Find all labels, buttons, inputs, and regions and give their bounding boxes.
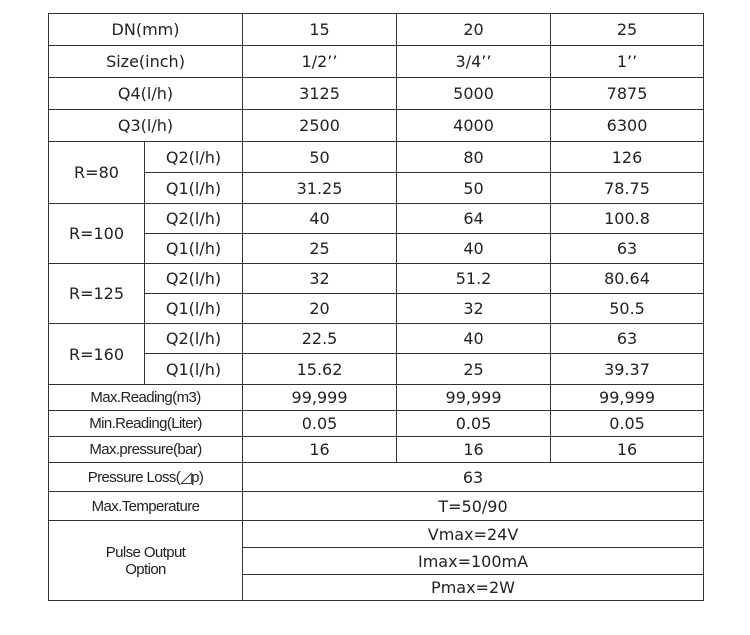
ratio-label: R=80 — [49, 142, 145, 204]
row-r80-q2 — [49, 142, 704, 173]
max-pressure-value: 16 — [551, 437, 704, 463]
row-r100-q2 — [49, 204, 704, 234]
row-dn — [49, 14, 704, 46]
row-r160-q2 — [49, 324, 704, 354]
max-pressure-value: 16 — [397, 437, 551, 463]
pulse-label-line2: Option — [125, 560, 166, 578]
row-r125-q1 — [49, 294, 704, 324]
row-r160-q1 — [49, 354, 704, 385]
max-temperature-label: Max.Temperature — [49, 492, 243, 521]
q1-value: 25 — [243, 234, 397, 264]
q2-label: Q2(l/h) — [145, 142, 243, 173]
q3-label: Q3(l/h) — [49, 110, 243, 142]
max-pressure-label: Max.pressure(bar) — [49, 437, 243, 463]
q2-value: 40 — [243, 204, 397, 234]
q2-value: 80.64 — [551, 264, 704, 294]
dn-value: 25 — [551, 14, 704, 46]
q1-label: Q1(l/h) — [145, 173, 243, 204]
max-pressure-value: 16 — [243, 437, 397, 463]
row-max-pressure — [49, 437, 704, 463]
row-r80-q1 — [49, 173, 704, 204]
size-value: 1/2’’ — [243, 46, 397, 78]
ratio-label: R=160 — [49, 324, 145, 385]
q2-value: 22.5 — [243, 324, 397, 354]
q4-value: 3125 — [243, 78, 397, 110]
q2-label: Q2(l/h) — [145, 204, 243, 234]
row-size — [49, 46, 704, 78]
q2-value: 40 — [397, 324, 551, 354]
q4-value: 5000 — [397, 78, 551, 110]
q2-label: Q2(l/h) — [145, 324, 243, 354]
q1-label: Q1(l/h) — [145, 294, 243, 324]
dn-value: 20 — [397, 14, 551, 46]
row-max-temperature — [49, 492, 704, 521]
dn-label: DN(mm) — [49, 14, 243, 46]
q2-value: 100.8 — [551, 204, 704, 234]
q1-value: 63 — [551, 234, 704, 264]
row-min-reading — [49, 411, 704, 437]
q3-value: 2500 — [243, 110, 397, 142]
min-reading-value: 0.05 — [551, 411, 704, 437]
max-reading-label: Max.Reading(m3) — [49, 385, 243, 411]
pulse-label-line1: Pulse Output — [105, 543, 186, 561]
q1-value: 15.62 — [243, 354, 397, 385]
q4-label: Q4(l/h) — [49, 78, 243, 110]
size-value: 3/4’’ — [397, 46, 551, 78]
q1-value: 39.37 — [551, 354, 704, 385]
q1-label: Q1(l/h) — [145, 234, 243, 264]
q1-value: 31.25 — [243, 173, 397, 204]
row-q3 — [49, 110, 704, 142]
q3-value: 6300 — [551, 110, 704, 142]
q1-value: 32 — [397, 294, 551, 324]
min-reading-label: Min.Reading(Liter) — [49, 411, 243, 437]
min-reading-value: 0.05 — [397, 411, 551, 437]
q2-value: 80 — [397, 142, 551, 173]
q1-value: 50.5 — [551, 294, 704, 324]
ratio-label: R=100 — [49, 204, 145, 264]
ratio-label: R=125 — [49, 264, 145, 324]
q1-value: 25 — [397, 354, 551, 385]
dn-value: 15 — [243, 14, 397, 46]
q1-value: 78.75 — [551, 173, 704, 204]
size-label: Size(inch) — [49, 46, 243, 78]
row-max-reading — [49, 385, 704, 411]
row-pulse-vmax — [49, 521, 704, 548]
row-pressure-loss — [49, 463, 704, 492]
row-q4 — [49, 78, 704, 110]
min-reading-value: 0.05 — [243, 411, 397, 437]
q2-value: 32 — [243, 264, 397, 294]
q2-value: 64 — [397, 204, 551, 234]
q1-value: 20 — [243, 294, 397, 324]
q1-value: 40 — [397, 234, 551, 264]
max-temperature-value: T=50/90 — [243, 492, 704, 521]
pulse-value: Pmax=2W — [243, 575, 704, 601]
pulse-value: Imax=100mA — [243, 548, 704, 575]
q3-value: 4000 — [397, 110, 551, 142]
max-reading-value: 99,999 — [243, 385, 397, 411]
q2-value: 51.2 — [397, 264, 551, 294]
spec-table — [48, 13, 704, 601]
q4-value: 7875 — [551, 78, 704, 110]
q1-label: Q1(l/h) — [145, 354, 243, 385]
q2-value: 126 — [551, 142, 704, 173]
max-reading-value: 99,999 — [551, 385, 704, 411]
row-r125-q2 — [49, 264, 704, 294]
pulse-value: Vmax=24V — [243, 521, 704, 548]
row-r100-q1 — [49, 234, 704, 264]
pressure-loss-label: Pressure Loss(◿p) — [49, 463, 243, 492]
q2-value: 50 — [243, 142, 397, 173]
size-value: 1’’ — [551, 46, 704, 78]
pulse-output-label — [49, 521, 243, 601]
pressure-loss-value: 63 — [243, 463, 704, 492]
max-reading-value: 99,999 — [397, 385, 551, 411]
q2-label: Q2(l/h) — [145, 264, 243, 294]
q1-value: 50 — [397, 173, 551, 204]
q2-value: 63 — [551, 324, 704, 354]
